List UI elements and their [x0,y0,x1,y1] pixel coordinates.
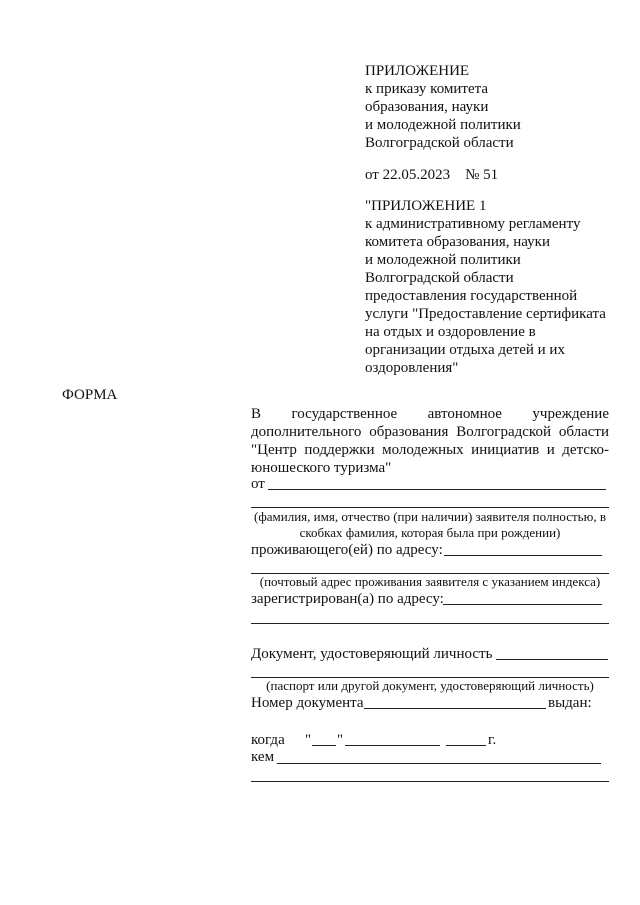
month-line[interactable] [345,745,440,746]
registered-label: зарегистрирован(а) по адресу: [251,591,444,607]
name-hint-line: скобках фамилия, которая была при рождении) [299,525,561,540]
form-label: ФОРМА [62,387,118,403]
id-doc-label: Документ, удостоверяющий личность [251,646,493,662]
from-label: от [251,476,265,492]
appendix1-line: организации отдыха детей и их [365,342,565,358]
by-whom-line[interactable] [277,763,601,764]
addressee-line: В государственное автономное учреждение [251,406,609,422]
by-whom-label: кем [251,749,275,765]
name-hint-line: (фамилия, имя, отчество (при наличии) заявителя полностью, в [254,509,606,524]
quote-open: " [305,732,312,748]
appendix1-header [365,197,606,377]
appendix-line: и молодежной политики [365,117,521,133]
from-name-line-2[interactable] [251,507,609,508]
appendix1-line: и молодежной политики [365,252,521,268]
appendix-line: ПРИЛОЖЕНИЕ [365,63,470,79]
appendix1-line: "ПРИЛОЖЕНИЕ 1 [365,198,487,214]
registered-address-line[interactable] [443,604,602,605]
name-hint [251,509,609,541]
appendix-header [365,62,521,152]
year-line[interactable] [446,745,486,746]
id-doc-hint: (паспорт или другой документ, удостоверяющий личность) [266,678,594,693]
day-line[interactable] [312,745,336,746]
appendix1-line: оздоровления" [365,360,459,376]
by-whom-line-2[interactable] [251,781,609,782]
addressee-line: дополнительного образования Волгоградской области [251,424,609,440]
doc-number-line[interactable] [364,708,546,709]
registered-address-line-2[interactable] [251,623,609,624]
appendix-line: Волгоградской области [365,135,514,151]
appendix1-line: услуги "Предоставление сертификата [365,306,606,322]
residence-address-line[interactable] [444,555,602,556]
appendix1-line: Волгоградской области [365,270,514,286]
appendix1-line: на отдых и оздоровление в [365,324,536,340]
appendix-line: к приказу комитета [365,81,489,97]
issued-label: выдан: [548,695,592,711]
appendix1-line: к административному регламенту [365,216,581,232]
residence-hint: (почтовый адрес проживания заявителя с указанием индекса) [259,574,601,589]
from-name-line[interactable] [268,489,606,490]
year-suffix: г. [488,732,497,748]
quote-close: " [337,732,344,748]
addressee-line: юношеского туризма" [251,460,392,476]
id-doc-line[interactable] [496,659,608,660]
doc-number-label: Номер документа [251,695,364,711]
order-date-number: от 22.05.2023 № 51 [365,167,499,183]
when-label: когда [251,732,285,748]
addressee-line: "Центр поддержки молодежных инициатив и детско- [251,442,609,458]
appendix1-line: комитета образования, науки [365,234,550,250]
residence-label: проживающего(ей) по адресу: [251,542,443,558]
appendix-line: образования, науки [365,99,489,115]
appendix1-line: предоставления государственной [365,288,578,304]
